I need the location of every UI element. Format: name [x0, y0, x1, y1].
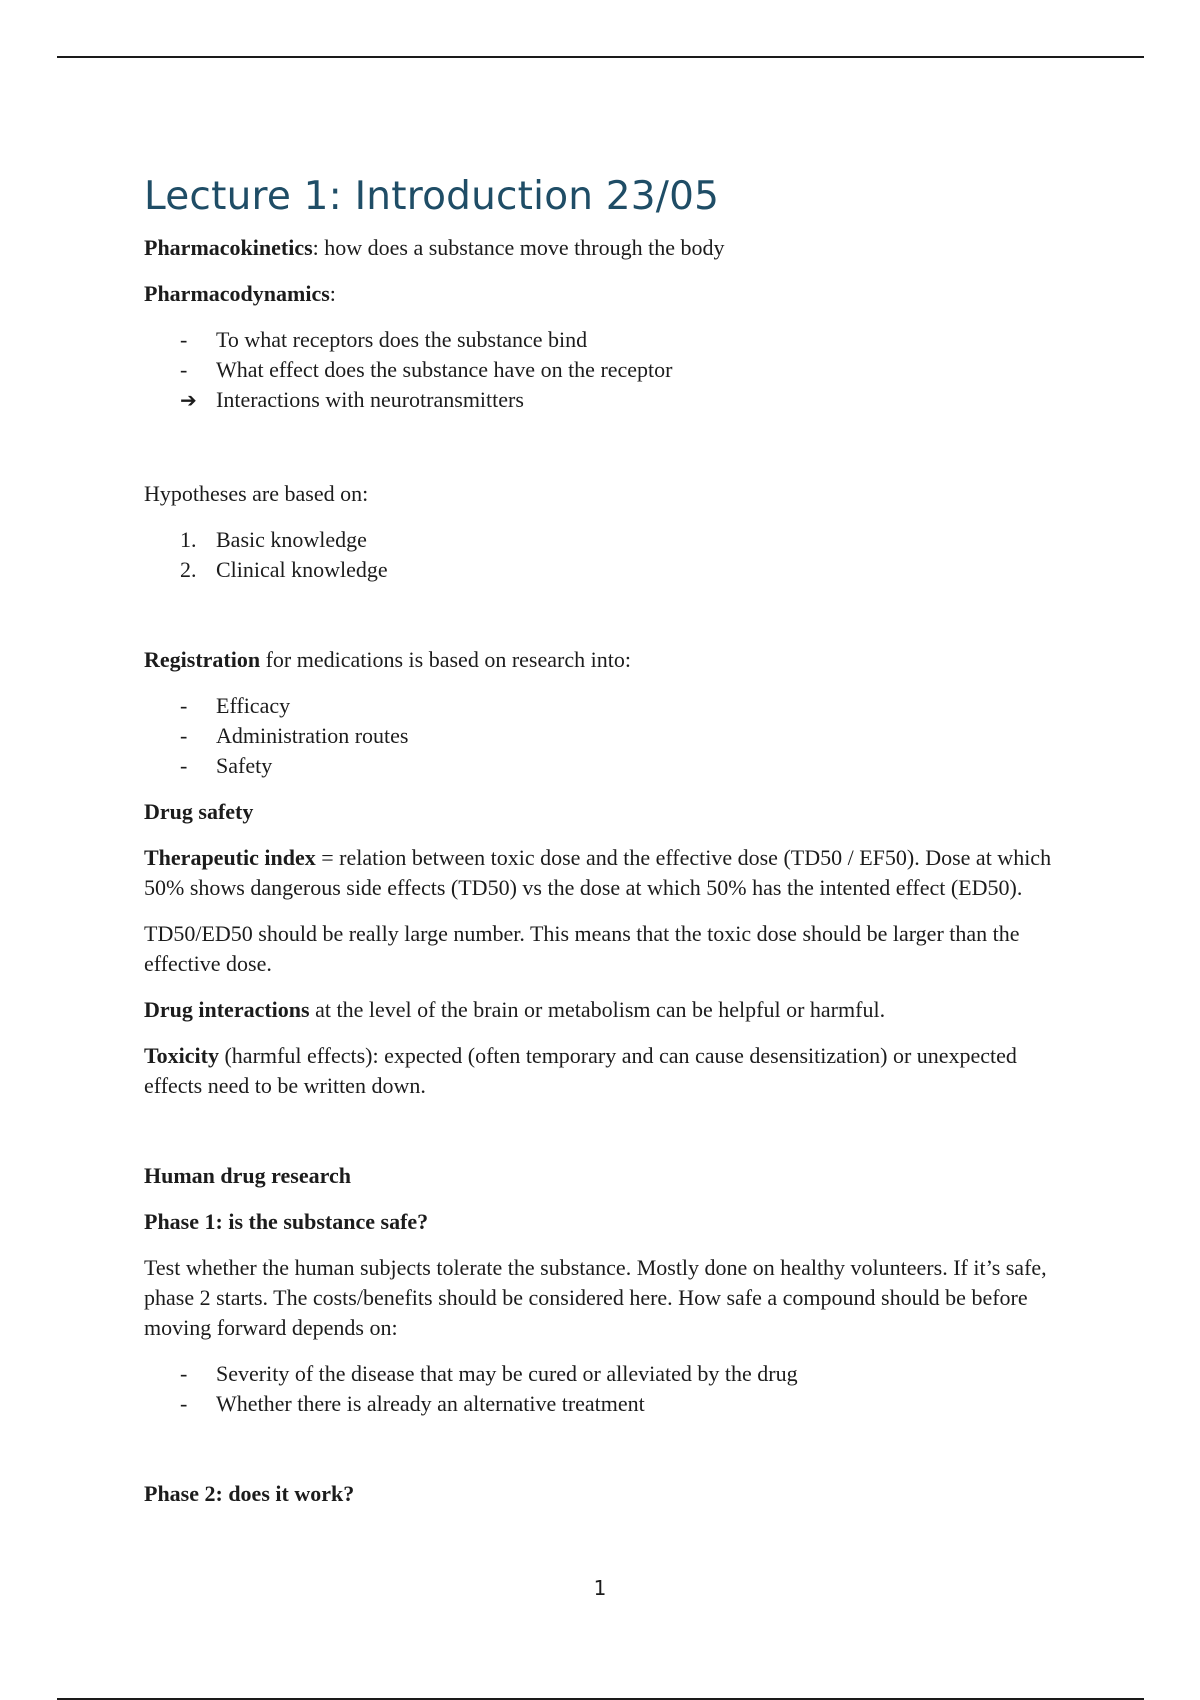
content: [144, 176, 1064, 1525]
drug-safety-heading: Drug safety: [144, 798, 254, 824]
list-item: 2. Clinical knowledge: [180, 556, 388, 582]
registration-paragraph: Registration for medications is based on research into:: [144, 646, 631, 672]
registration-list: [144, 691, 1064, 781]
hypotheses-list: [144, 525, 1064, 585]
therapeutic-index-paragraph: Therapeutic index = relation between toxic dose and the effective dose (TD50 / EF50). Dose at which 50% shows dangerous side effects (TD50) vs the dose at which 50% has the intented effect (ED50).: [144, 844, 1052, 900]
toxicity-paragraph: Toxicity (harmful effects): expected (often temporary and can cause desensitization) or unexpected effects need to be written down.: [144, 1042, 1017, 1098]
list-item: - To what receptors does the substance bind: [144, 325, 1064, 355]
phase-1-paragraph: Test whether the human subjects tolerate the substance. Mostly done on healthy volunteers. If it’s safe, phase 2 starts. The costs/benefits should be considered here. How safe a compound should be before moving forward depends on:: [144, 1254, 1047, 1340]
phase-1-heading: Phase 1: is the substance safe?: [144, 1208, 429, 1234]
spacer: [144, 1117, 1064, 1161]
bullet-dash: -: [180, 752, 188, 778]
bullet-dash: -: [180, 1360, 188, 1386]
list-item: 1. Basic knowledge: [180, 526, 367, 552]
top-rule: [57, 56, 1144, 58]
hypotheses-intro: Hypotheses are based on:: [144, 480, 369, 506]
phase-2-heading: Phase 2: does it work?: [144, 1480, 355, 1506]
arrow-right-icon: ➔: [180, 387, 197, 412]
list-item: - Administration routes: [144, 721, 1064, 751]
bullet-dash: -: [180, 326, 188, 352]
spacer: [144, 431, 1064, 479]
pharmacodynamics-paragraph: Pharmacodynamics:: [144, 280, 336, 306]
list-item: - Whether there is already an alternative treatment: [144, 1389, 1064, 1419]
spacer: [144, 601, 1064, 645]
list-item: - What effect does the substance have on the receptor: [144, 355, 1064, 385]
bullet-dash: -: [180, 356, 188, 382]
bullet-dash: -: [180, 692, 188, 718]
bullet-dash: -: [180, 1390, 188, 1416]
spacer: [144, 1435, 1064, 1479]
bullet-dash: -: [180, 722, 188, 748]
list-item: ➔ Interactions with neurotransmitters: [144, 385, 1064, 415]
page-number: 1: [593, 1576, 607, 1600]
list-item: - Safety: [144, 751, 1064, 781]
drug-interactions-paragraph: Drug interactions at the level of the brain or metabolism can be helpful or harmful.: [144, 996, 886, 1022]
list-item: - Severity of the disease that may be cured or alleviated by the drug: [144, 1359, 1064, 1389]
human-drug-research-heading: Human drug research: [144, 1162, 351, 1188]
td50-paragraph: TD50/ED50 should be really large number. This means that the toxic dose should be larger than the effective dose.: [144, 920, 1020, 976]
phase-1-list: [144, 1359, 1064, 1419]
pharmacokinetics-paragraph: Pharmacokinetics: how does a substance move through the body: [144, 234, 725, 260]
page-title: Lecture 1: Introduction 23/05: [144, 174, 720, 219]
list-item: - Efficacy: [144, 691, 1064, 721]
pharmacodynamics-list: [144, 325, 1064, 415]
